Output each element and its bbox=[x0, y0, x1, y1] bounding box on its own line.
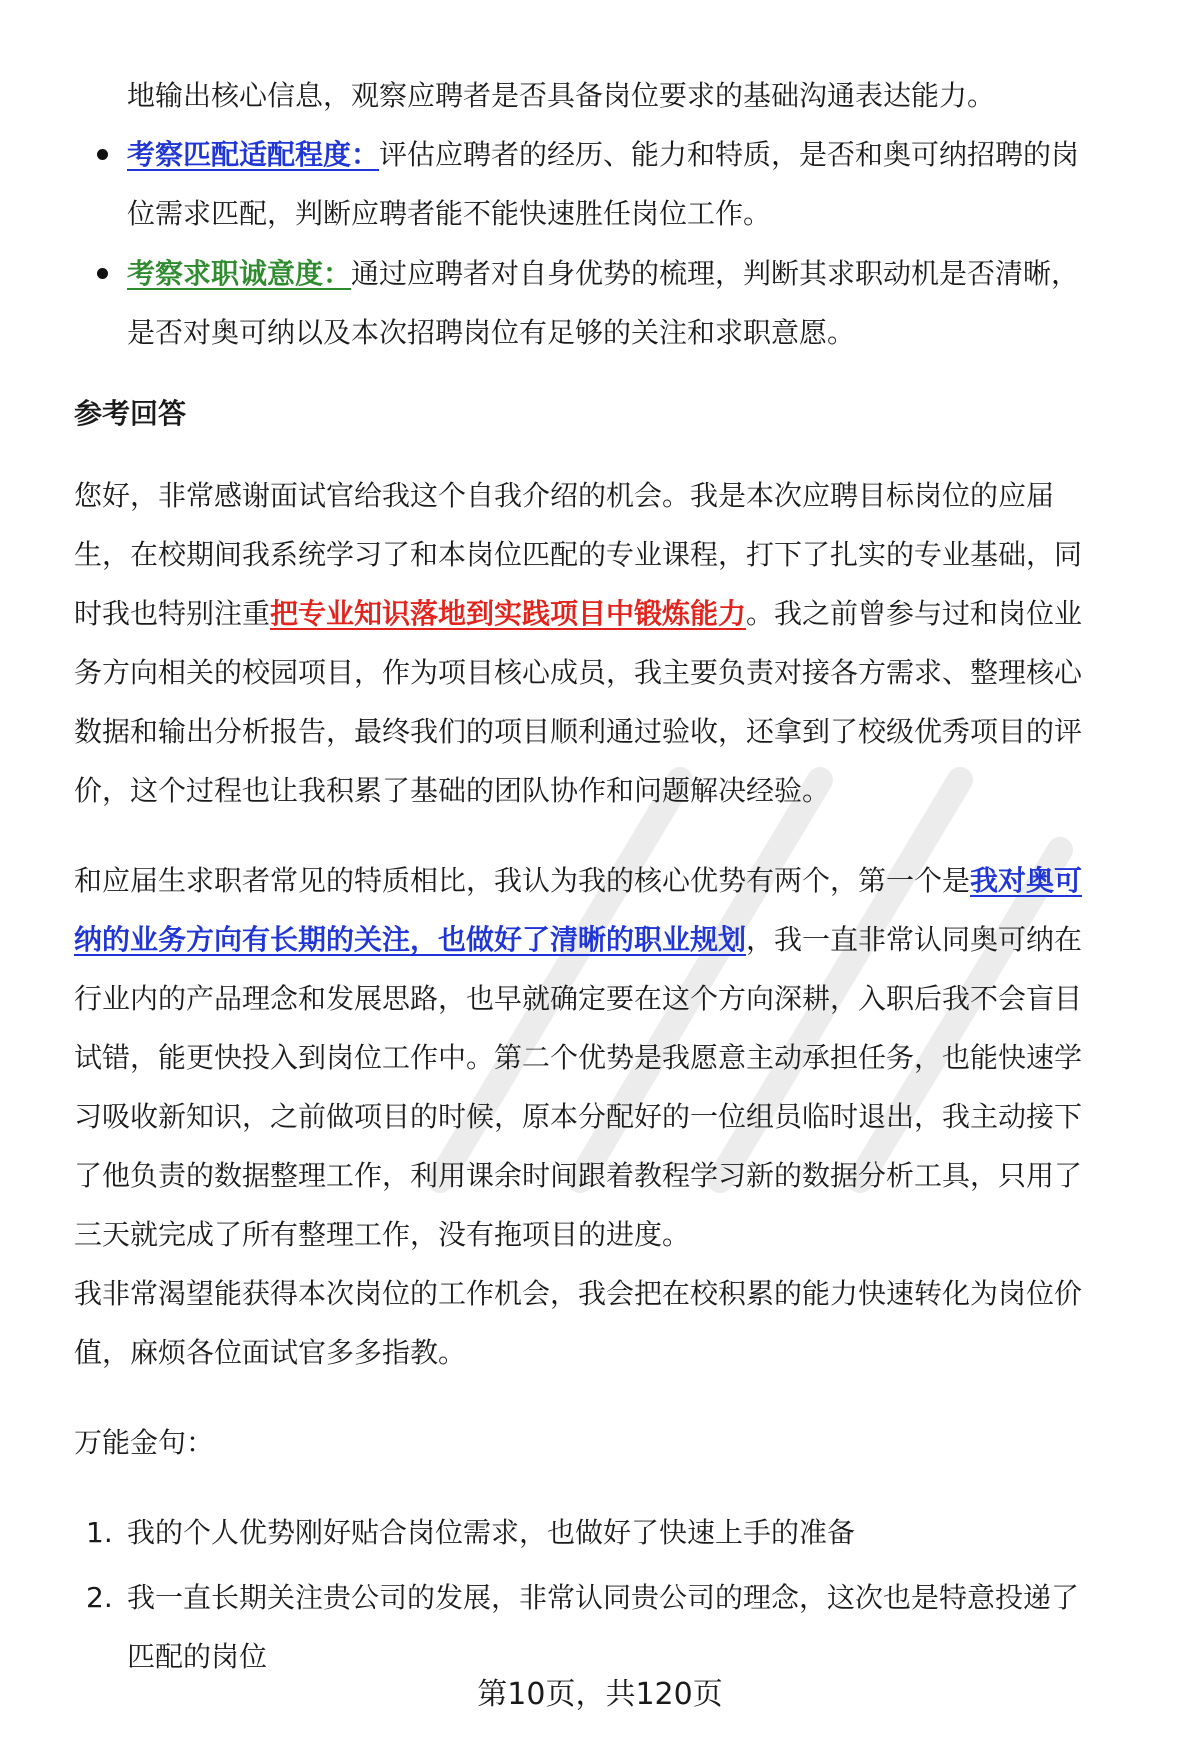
list-item-match-cont: 位需求匹配，判断应聘者能不能快速胜任岗位工作。 bbox=[127, 197, 772, 230]
list-number: 1. bbox=[86, 1516, 113, 1549]
golden-label: 万能金句： bbox=[74, 1426, 215, 1459]
para1-line: 数据和输出分析报告，最终我们的项目顺利通过验收，还拿到了校级优秀项目的评 bbox=[74, 715, 1083, 748]
bullet-dot bbox=[97, 149, 108, 160]
golden-item-cont: 匹配的岗位 bbox=[127, 1640, 268, 1673]
para2-line: 行业内的产品理念和发展思路，也早就确定要在这个方向深耕，入职后我不会盲目 bbox=[74, 982, 1083, 1015]
para2-line: 习吸收新知识，之前做项目的时候，原本分配好的一位组员临时退出，我主动接下 bbox=[74, 1100, 1083, 1133]
golden-item: 我一直长期关注贵公司的发展，非常认同贵公司的理念，这次也是特意投递了 bbox=[127, 1581, 1080, 1614]
para1-text: 。我之前曾参与过和岗位业 bbox=[746, 597, 1083, 630]
para1-line: 您好，非常感谢面试官给我这个自我介绍的机会。我是本次应聘目标岗位的应届 bbox=[74, 479, 1055, 512]
match-text: 评估应聘者的经历、能力和特质，是否和奥可纳招聘的岗 bbox=[379, 138, 1080, 171]
para1-line: 价，这个过程也让我积累了基础的团队协作和问题解决经验。 bbox=[74, 774, 831, 807]
highlight-focus: 我对奥可 bbox=[970, 864, 1083, 897]
match-label: 考察匹配适配程度： bbox=[127, 138, 380, 171]
para3-line: 我非常渴望能获得本次岗位的工作机会，我会把在校积累的能力快速转化为岗位价 bbox=[74, 1277, 1083, 1310]
bullet-dot bbox=[97, 268, 108, 279]
para2-text: ，我一直非常认同奥可纳在 bbox=[746, 923, 1083, 956]
para2-line bbox=[74, 910, 1082, 969]
highlight-focus-cont: 纳的业务方向有长期的关注，也做好了清晰的职业规划 bbox=[74, 923, 747, 956]
golden-item: 我的个人优势刚好贴合岗位需求，也做好了快速上手的准备 bbox=[127, 1516, 856, 1549]
page-footer: 第10页，共120页 bbox=[477, 1677, 723, 1712]
list-item-continuation: 地输出核心信息，观察应聘者是否具备岗位要求的基础沟通表达能力。 bbox=[127, 79, 996, 112]
para2-line: 三天就完成了所有整理工作，没有拖项目的进度。 bbox=[74, 1218, 691, 1251]
para1-line: 务方向相关的校园项目，作为项目核心成员，我主要负责对接各方需求、整理核心 bbox=[74, 656, 1083, 689]
list-item-sincerity-cont: 是否对奥可纳以及本次招聘岗位有足够的关注和求职意愿。 bbox=[127, 316, 856, 349]
para3-line: 值，麻烦各位面试官多多指教。 bbox=[74, 1336, 467, 1369]
para2-line: 了他负责的数据整理工作，利用课余时间跟着教程学习新的数据分析工具，只用了 bbox=[74, 1159, 1083, 1192]
para2-line bbox=[74, 851, 1082, 910]
sincerity-label: 考察求职诚意度： bbox=[127, 257, 352, 290]
highlight-practice: 把专业知识落地到实践项目中锻炼能力 bbox=[270, 597, 747, 630]
sincerity-text: 通过应聘者对自身优势的梳理，判断其求职动机是否清晰， bbox=[351, 257, 1080, 290]
list-item-match bbox=[127, 125, 1079, 184]
para2-line: 试错，能更快投入到岗位工作中。第二个优势是我愿意主动承担任务，也能快速学 bbox=[74, 1041, 1083, 1074]
para1-text: 时我也特别注重 bbox=[74, 597, 271, 630]
para2-text: 和应届生求职者常见的特质相比，我认为我的核心优势有两个，第一个是 bbox=[74, 864, 971, 897]
section-heading: 参考回答 bbox=[74, 397, 187, 430]
para1-line bbox=[74, 584, 1082, 643]
para1-line: 生，在校期间我系统学习了和本岗位匹配的专业课程，打下了扎实的专业基础，同 bbox=[74, 538, 1083, 571]
list-number: 2. bbox=[86, 1581, 113, 1614]
list-item-sincerity bbox=[127, 244, 1079, 303]
